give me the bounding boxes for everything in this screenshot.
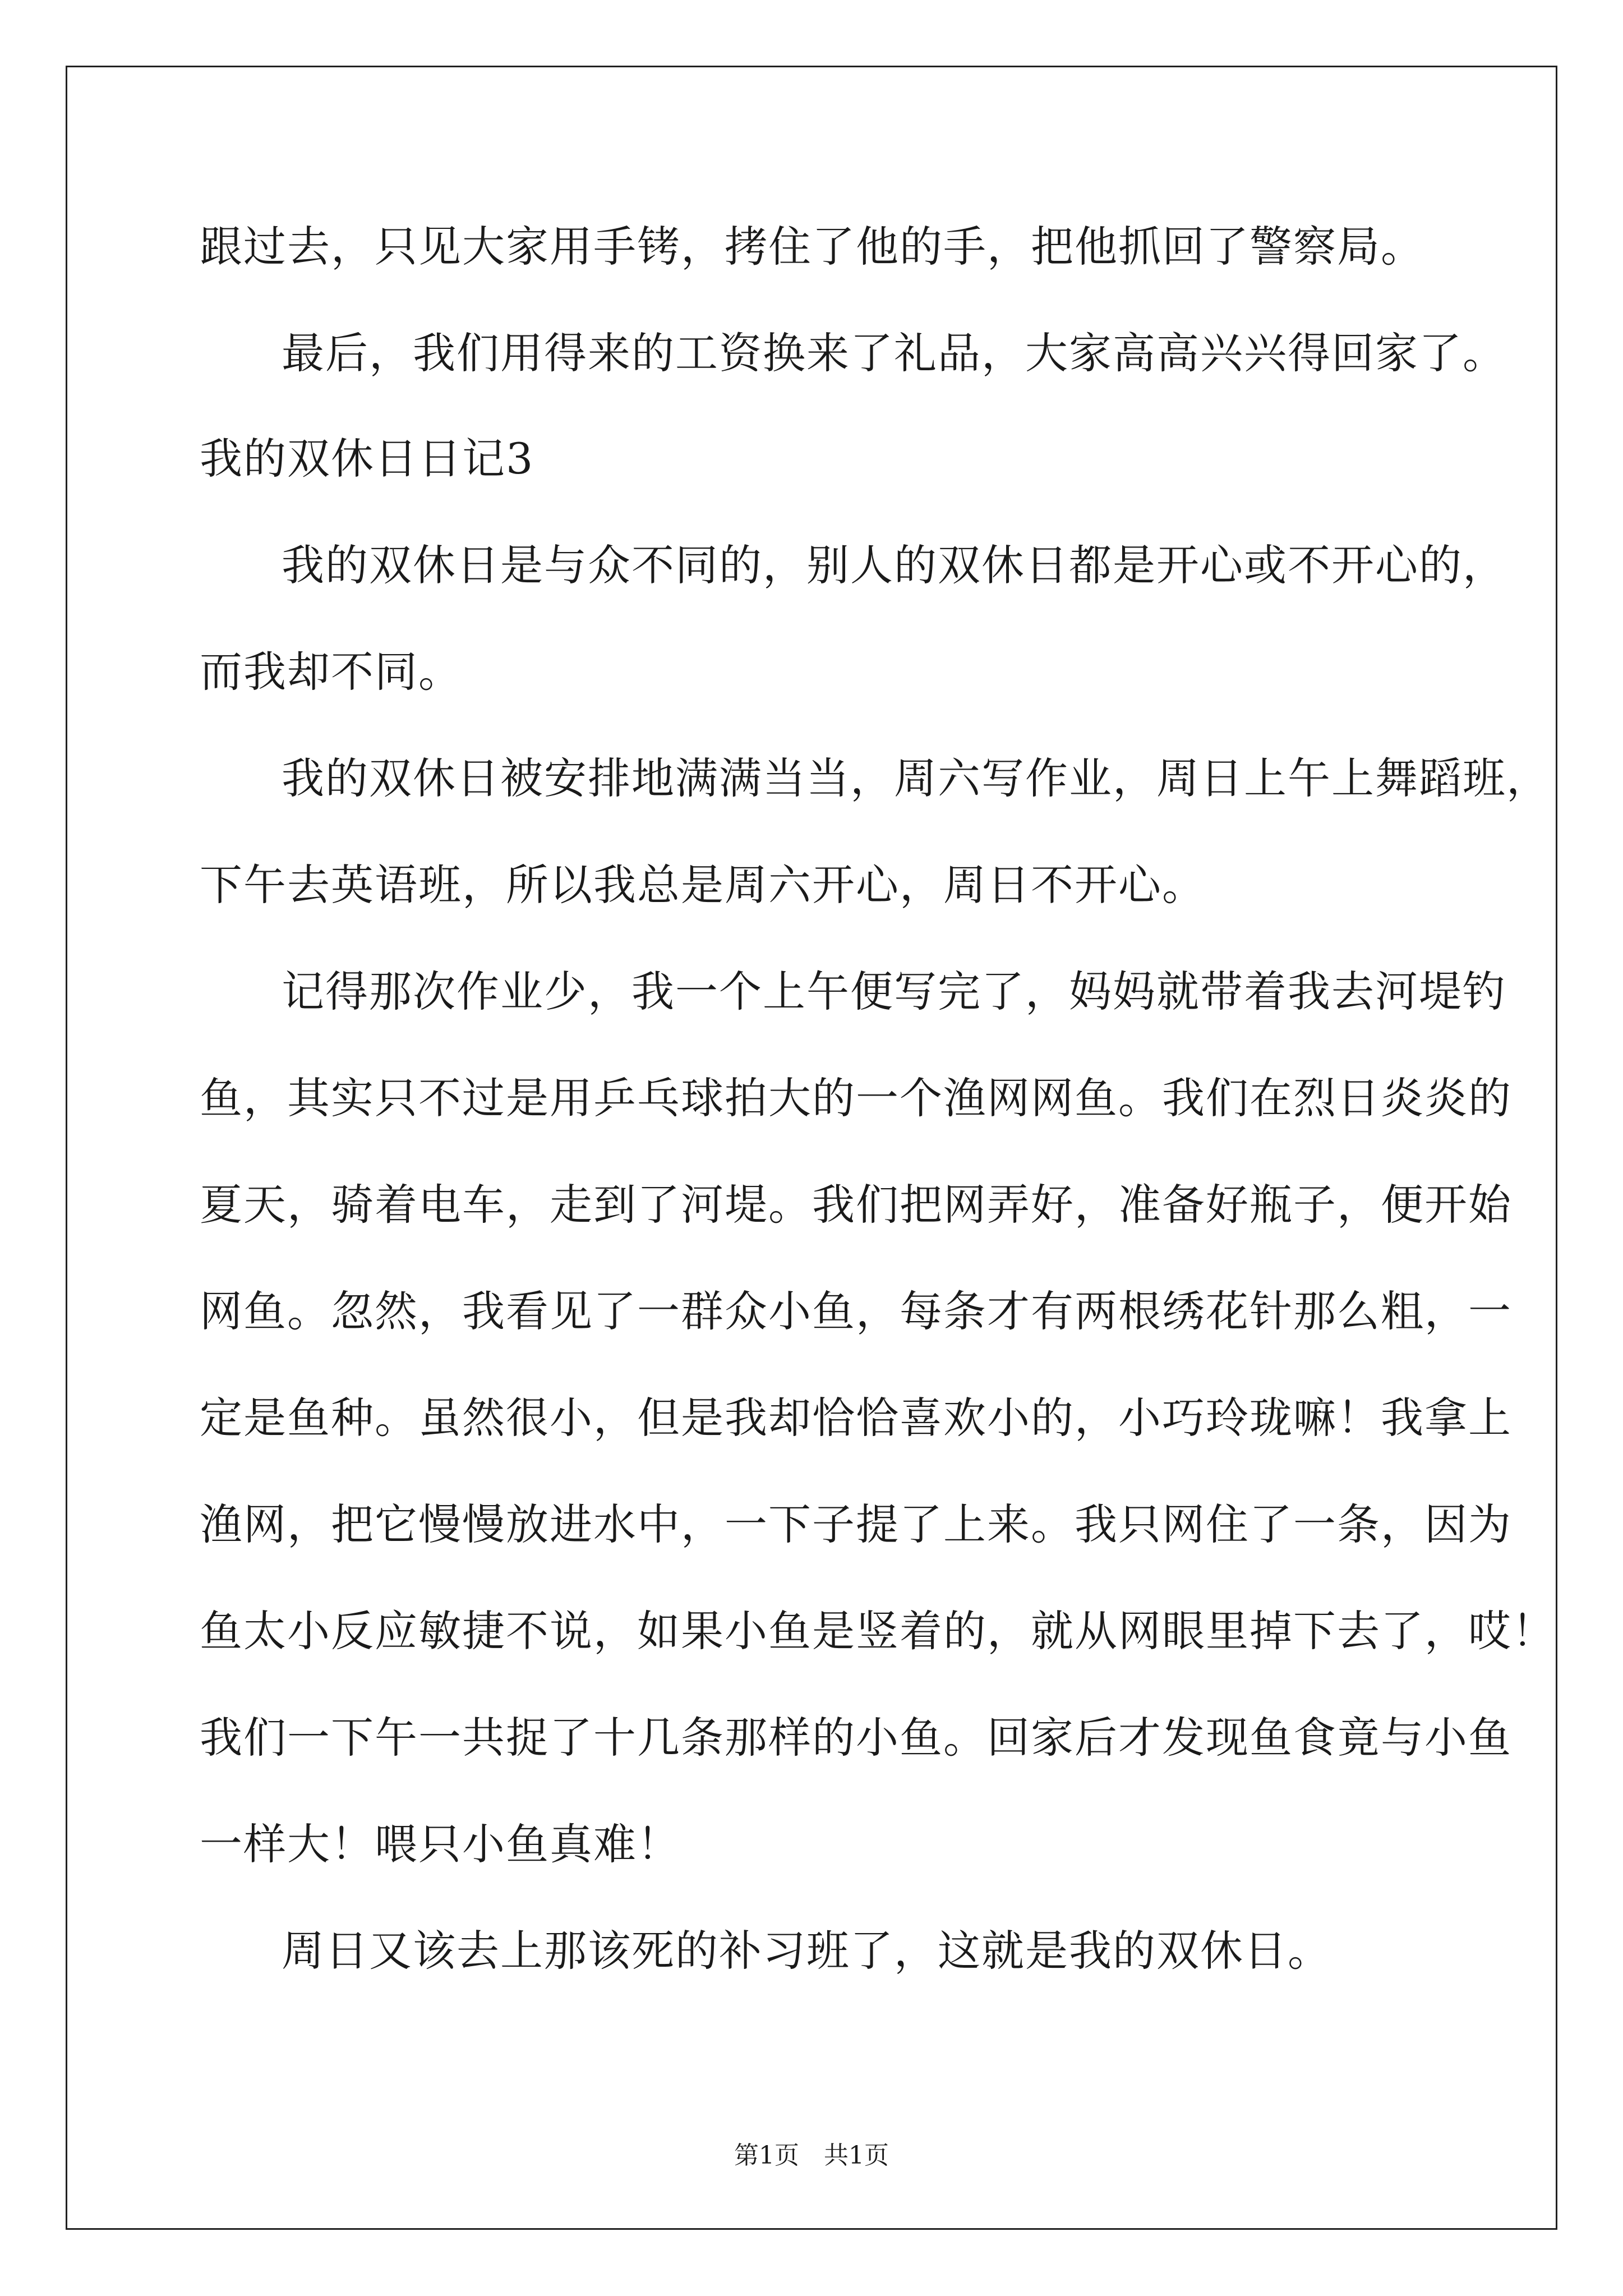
page-count: 共1页	[824, 2141, 889, 2170]
text-line-14: 鱼太小反应敏捷不说，如果小鱼是竖着的，就从网眼里掉下去了，哎！	[200, 1606, 1556, 1656]
text-line-5: 而我却不同。	[200, 647, 462, 697]
text-line-17: 周日又该去上那该死的补习班了，这就是我的双休日。	[282, 1926, 1331, 1976]
text-line-12: 定是鱼种。虽然很小，但是我却恰恰喜欢小的，小巧玲珑嘛！我拿上	[200, 1393, 1512, 1443]
text-line-11: 网鱼。忽然，我看见了一群众小鱼，每条才有两根绣花针那么粗，一	[200, 1286, 1512, 1336]
text-line-10: 夏天，骑着电车，走到了河堤。我们把网弄好，准备好瓶子，便开始	[200, 1180, 1512, 1230]
text-line-9: 鱼，其实只不过是用乒乓球拍大的一个渔网网鱼。我们在烈日炎炎的	[200, 1073, 1512, 1123]
text-line-16: 一样大！喂只小鱼真难！	[200, 1819, 681, 1869]
page-footer	[0, 2139, 1623, 2173]
text-line-7: 下午去英语班，所以我总是周六开心，周日不开心。	[200, 860, 1206, 910]
page-border	[66, 66, 1557, 2230]
text-line-13: 渔网，把它慢慢放进水中，一下子提了上来。我只网住了一条，因为	[200, 1499, 1512, 1549]
page-number: 第1页	[734, 2141, 799, 2170]
text-line-8: 记得那次作业少，我一个上午便写完了，妈妈就带着我去河堤钓	[282, 967, 1506, 1016]
text-line-1: 跟过去，只见大家用手铐，拷住了他的手，把他抓回了警察局。	[200, 222, 1424, 272]
text-line-15: 我们一下午一共捉了十几条那样的小鱼。回家后才发现鱼食竟与小鱼	[200, 1713, 1512, 1763]
text-line-4: 我的双休日是与众不同的，别人的双休日都是开心或不开心的，	[282, 540, 1506, 590]
text-line-6: 我的双休日被安排地满满当当，周六写作业，周日上午上舞蹈班，	[282, 753, 1550, 803]
text-line-2: 最后，我们用得来的工资换来了礼品，大家高高兴兴得回家了。	[282, 328, 1506, 378]
section-heading: 我的双休日日记3	[200, 434, 534, 484]
